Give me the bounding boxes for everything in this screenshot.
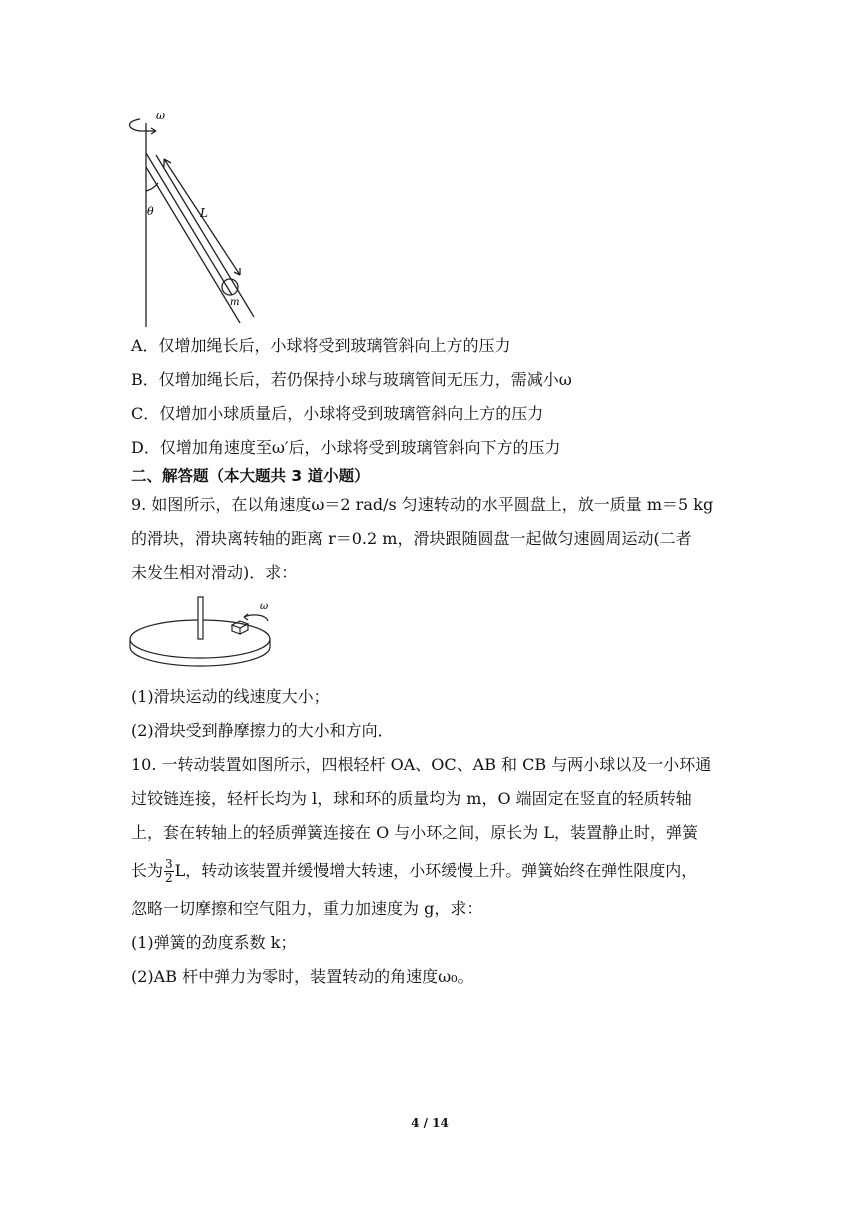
q9-line-3: 未发生相对滑动)．求： [131, 563, 298, 582]
option-b: B．仅增加绳长后，若仍保持小球与玻璃管间无压力，需减小ω [131, 370, 572, 389]
q9-sub-1: (1)滑块运动的线速度大小； [131, 687, 330, 706]
q10-line-2: 过铰链连接，轻杆长均为 l，球和环的质量均为 m，O 端固定在竖直的轻质转轴 [131, 789, 692, 808]
option-c: C．仅增加小球质量后，小球将受到玻璃管斜向上方的压力 [131, 404, 544, 423]
fraction [164, 858, 174, 885]
length-label: L [200, 206, 208, 220]
q9-line-2: 的滑块，滑块离转轴的距离 r＝0.2 m，滑块跟随圆盘一起做匀速圆周运动(二者 [131, 529, 692, 548]
fraction-numerator: 3 [165, 857, 173, 871]
disk-figure [128, 595, 278, 675]
q10-line-3: 上，套在转轴上的轻质弹簧连接在 O 与小环之间，原长为 L，装置静止时，弹簧 [131, 823, 699, 842]
q10-line-4 [131, 858, 697, 885]
omega-label: ω [156, 109, 165, 122]
option-a: A．仅增加绳长后，小球将受到玻璃管斜向上方的压力 [131, 336, 511, 355]
q10-line-4-post: L，转动该装置并缓慢增大转速，小环缓慢上升。弹簧始终在弹性限度内， [174, 861, 698, 880]
disk-omega-label: ω [260, 601, 269, 612]
q10-sub-2: (2)AB 杆中弹力为零时，装置转动的角速度ω₀。 [131, 967, 474, 986]
q10-line-4-pre: 长为 [131, 861, 164, 880]
theta-label: θ [147, 205, 154, 218]
q10-sub-1: (1)弹簧的劲度系数 k； [131, 933, 297, 952]
q10-line-1: 10. 一转动装置如图所示，四根轻杆 OA、OC、AB 和 CB 与两小球以及一小环通 [131, 755, 712, 774]
q9-sub-2: (2)滑块受到静摩擦力的大小和方向． [131, 721, 394, 740]
q10-line-5: 忽略一切摩擦和空气阻力，重力加速度为 g，求： [131, 899, 483, 918]
fraction-denominator: 2 [165, 871, 173, 885]
tube-figure [120, 105, 260, 330]
mass-label: m [230, 297, 240, 308]
option-d: D．仅增加角速度至ω′后，小球将受到玻璃管斜向下方的压力 [131, 438, 561, 457]
page-number: 4 / 14 [411, 1116, 449, 1130]
section-heading: 二、解答题（本大题共 3 道小题） [131, 467, 370, 485]
q9-line-1: 9. 如图所示，在以角速度ω＝2 rad/s 匀速转动的水平圆盘上，放一质量 m＝5 kg [131, 495, 714, 514]
